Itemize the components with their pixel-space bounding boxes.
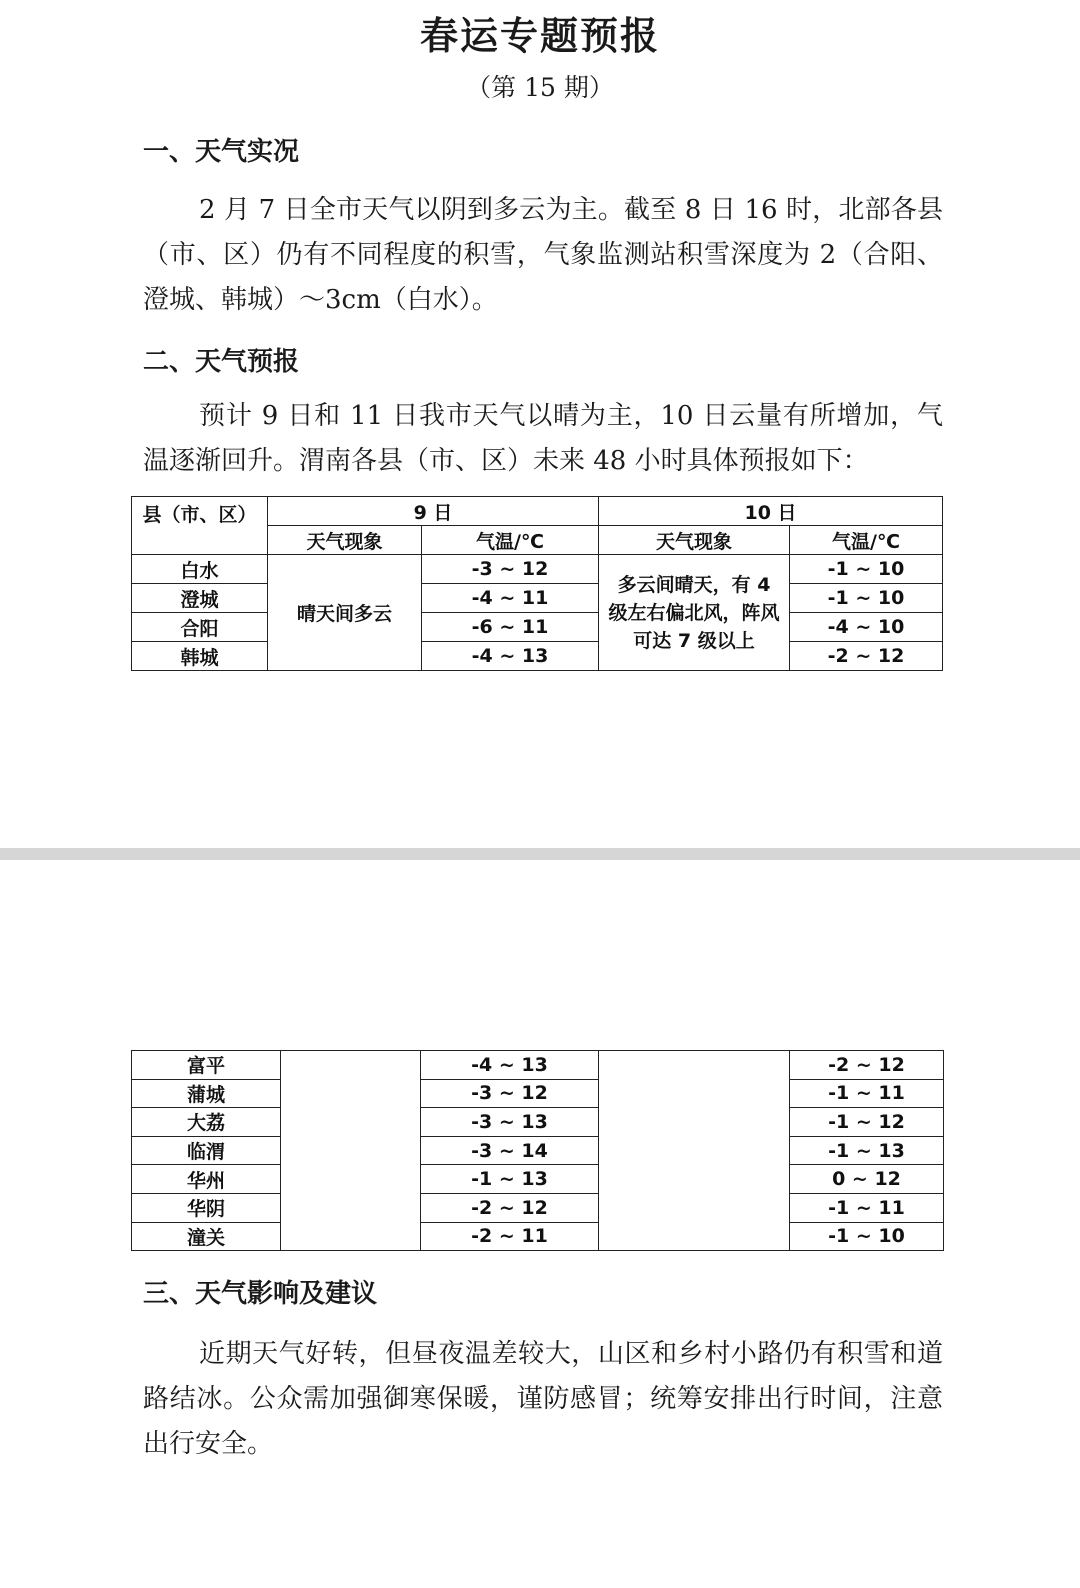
day1-temp-header: 气温/℃	[422, 526, 599, 555]
section-2-heading: 二、天气预报	[143, 347, 300, 377]
table-row	[132, 613, 943, 642]
table-row	[132, 642, 943, 671]
day1-temp-cell: -3 ~ 12	[421, 1079, 599, 1108]
day2-weather-cell-continued	[599, 1051, 790, 1251]
forecast-table-part-1	[131, 496, 943, 671]
day2-temp-cell: -4 ~ 10	[790, 613, 943, 642]
section-1-heading: 一、天气实况	[143, 137, 300, 167]
day2-header: 10 日	[599, 497, 943, 526]
day1-temp-cell: -2 ~ 12	[421, 1193, 599, 1222]
day1-temp-cell: -6 ~ 11	[422, 613, 599, 642]
county-cell: 临渭	[132, 1136, 281, 1165]
county-cell: 蒲城	[132, 1079, 281, 1108]
section-3-heading: 三、天气影响及建议	[143, 1279, 378, 1309]
section-3-paragraph: 近期天气好转，但昼夜温差较大，山区和乡村小路仍有积雪和道路结冰。公众需加强御寒保暖，谨防感冒；统筹安排出行时间，注意出行安全。	[143, 1339, 943, 1459]
table-row	[132, 1222, 944, 1251]
day1-temp-cell: -4 ~ 13	[422, 642, 599, 671]
day1-temp-cell: -4 ~ 13	[421, 1051, 599, 1080]
day2-temp-cell: -2 ~ 12	[790, 1051, 944, 1080]
county-header: 县（市、区）	[132, 497, 268, 555]
table-row	[132, 1079, 944, 1108]
day1-temp-cell: -2 ~ 11	[421, 1222, 599, 1251]
day1-weather-cell: 晴天间多云	[268, 555, 422, 671]
county-cell: 白水	[132, 555, 268, 584]
day2-temp-cell: -2 ~ 12	[790, 642, 943, 671]
county-cell: 澄城	[132, 584, 268, 613]
table-row	[132, 1108, 944, 1137]
day1-temp-cell: -3 ~ 14	[421, 1136, 599, 1165]
table-row	[132, 1136, 944, 1165]
table-row	[132, 1193, 944, 1222]
section-2-paragraph: 预计 9 日和 11 日我市天气以晴为主，10 日云量有所增加，气温逐渐回升。渭南各县（市、区）未来 48 小时具体预报如下：	[143, 401, 943, 476]
day2-weather-header: 天气现象	[599, 526, 790, 555]
county-cell: 华阴	[132, 1193, 281, 1222]
day2-temp-cell: 0 ~ 12	[790, 1165, 944, 1194]
table-row	[132, 1165, 944, 1194]
county-cell: 华州	[132, 1165, 281, 1194]
day1-temp-cell: -4 ~ 11	[422, 584, 599, 613]
county-cell: 大荔	[132, 1108, 281, 1137]
day2-temp-cell: -1 ~ 10	[790, 584, 943, 613]
day1-weather-header: 天气现象	[268, 526, 422, 555]
day1-header: 9 日	[268, 497, 599, 526]
day1-temp-cell: -3 ~ 13	[421, 1108, 599, 1137]
county-cell: 韩城	[132, 642, 268, 671]
day2-temp-cell: -1 ~ 10	[790, 1222, 944, 1251]
day2-temp-cell: -1 ~ 12	[790, 1108, 944, 1137]
county-cell: 合阳	[132, 613, 268, 642]
table-row	[132, 1051, 944, 1080]
day2-temp-cell: -1 ~ 11	[790, 1193, 944, 1222]
day2-temp-header: 气温/℃	[790, 526, 943, 555]
day2-temp-cell: -1 ~ 11	[790, 1079, 944, 1108]
day1-temp-cell: -3 ~ 12	[422, 555, 599, 584]
page-divider	[0, 848, 1080, 860]
table-row	[132, 584, 943, 613]
county-cell: 潼关	[132, 1222, 281, 1251]
issue-number: （第 15 期）	[466, 73, 614, 102]
day2-temp-cell: -1 ~ 10	[790, 555, 943, 584]
section-1-paragraph: 2 月 7 日全市天气以阴到多云为主。截至 8 日 16 时，北部各县（市、区）仍有不同程度的积雪，气象监测站积雪深度为 2（合阳、澄城、韩城）～3cm（白水）。	[143, 195, 943, 315]
county-cell: 富平	[132, 1051, 281, 1080]
day2-weather-cell: 多云间晴天，有 4 级左右偏北风，阵风可达 7 级以上	[599, 555, 790, 671]
day2-temp-cell: -1 ~ 13	[790, 1136, 944, 1165]
table-row	[132, 555, 943, 584]
day1-temp-cell: -1 ~ 13	[421, 1165, 599, 1194]
document-title: 春运专题预报	[419, 14, 660, 58]
forecast-table-part-2	[131, 1050, 944, 1251]
day1-weather-cell-continued	[281, 1051, 421, 1251]
